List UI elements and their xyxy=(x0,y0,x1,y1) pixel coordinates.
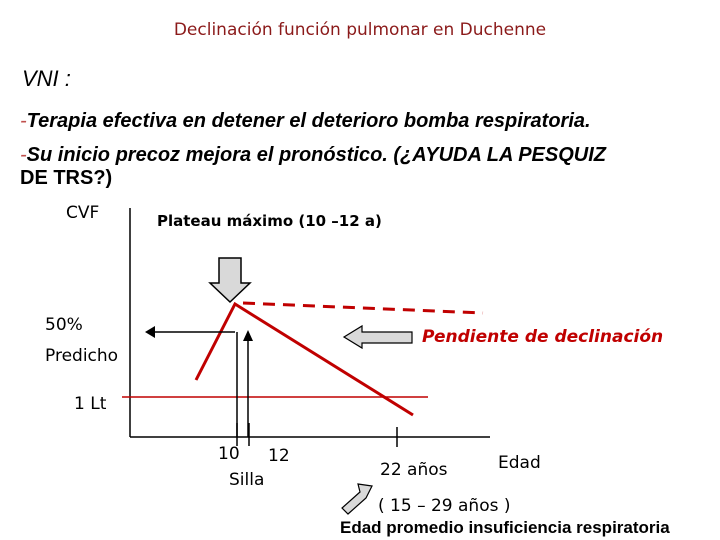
y-axis-label: CVF xyxy=(66,203,100,223)
bullet-text: DE TRS?) xyxy=(20,167,113,189)
wheelchair-label: Silla xyxy=(229,470,265,490)
slope-label: Pendiente de declinación xyxy=(422,327,664,347)
decline-line xyxy=(196,304,413,415)
silla-arrow-head xyxy=(243,330,253,341)
tick-22-label: 22 años xyxy=(380,460,448,480)
bullet-dash: - xyxy=(20,110,27,132)
predicted-arrow-head xyxy=(145,326,155,338)
page-title: Declinación función pulmonar en Duchenne xyxy=(173,20,547,40)
x-axis-label: Edad xyxy=(498,453,541,473)
section-heading: VNI : xyxy=(22,66,71,91)
predicted-label-2: Predicho xyxy=(45,346,119,366)
bullet-text: Terapia efectiva en detener el deterioro bomba respiratoria. xyxy=(26,110,591,132)
bullet-dash: - xyxy=(20,144,27,166)
bullet-text: Su inicio precoz mejora el pronóstico. (¿AYUDA LA PESQUIZ xyxy=(26,144,606,166)
range-label: ( 15 – 29 años ) xyxy=(378,496,511,516)
tick-12-label: 12 xyxy=(268,446,290,466)
footer-label: Edad promedio insuficiencia respiratoria xyxy=(340,518,670,537)
one-liter-label: 1 Lt xyxy=(74,394,107,414)
plateau-arrow xyxy=(210,258,250,302)
tick-10-label: 10 xyxy=(218,444,240,464)
plateau-dashed-line xyxy=(243,303,483,313)
range-arrow xyxy=(342,484,372,514)
slope-arrow xyxy=(344,326,412,348)
plateau-label: Plateau máximo (10 –12 a) xyxy=(157,212,382,230)
predicted-label-1: 50% xyxy=(45,315,83,335)
